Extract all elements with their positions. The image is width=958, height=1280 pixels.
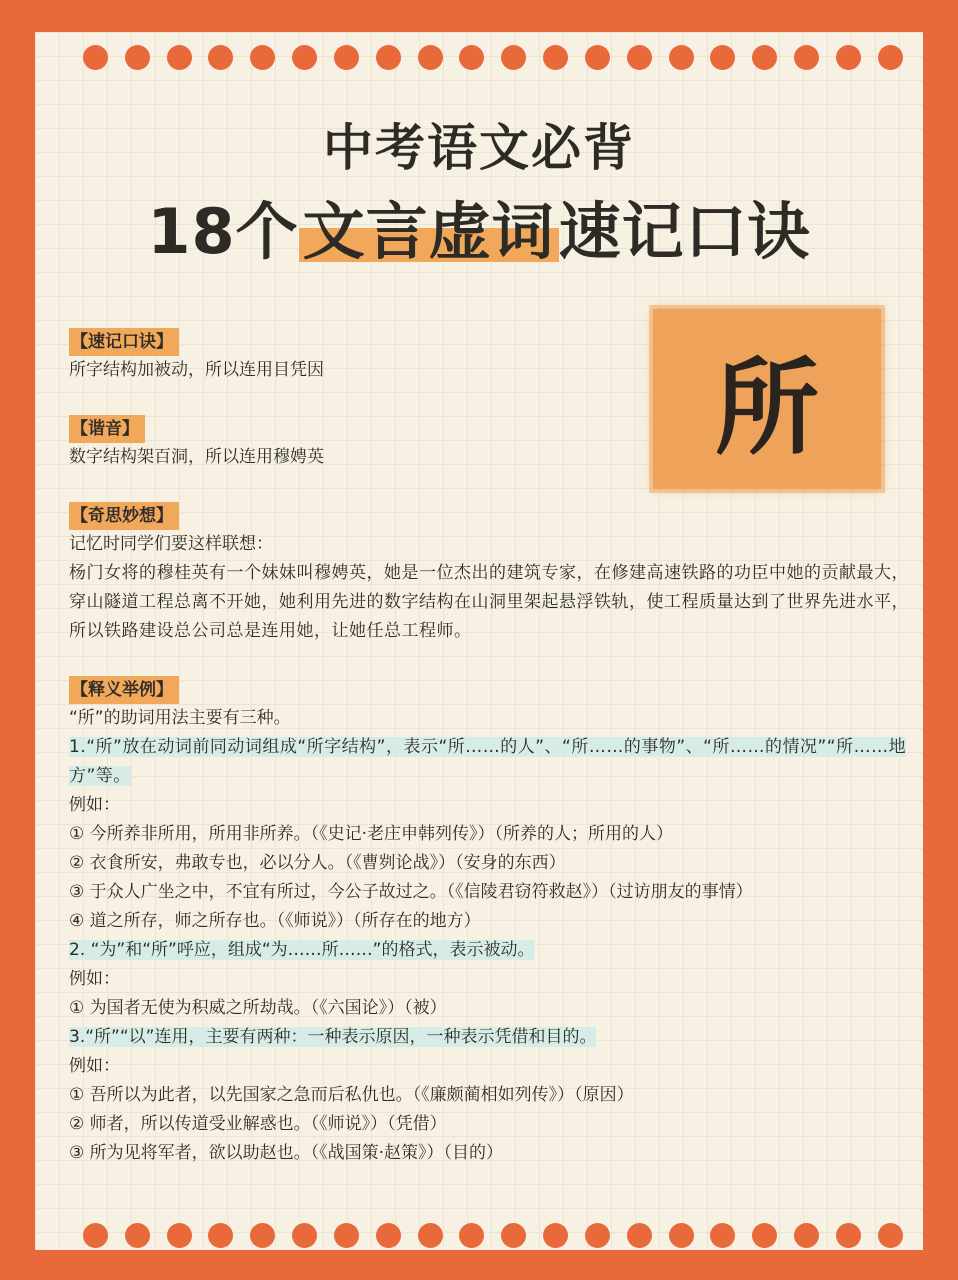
title-highlight: 文言虚词 bbox=[299, 195, 559, 268]
hole-icon bbox=[794, 1223, 819, 1248]
hole-icon bbox=[543, 45, 568, 70]
hole-icon bbox=[208, 1223, 233, 1248]
list-item: ④ 道之所存，师之所存也。（《师说》）（所存在的地方） bbox=[69, 911, 481, 931]
notebook-paper bbox=[35, 32, 923, 1250]
hole-icon bbox=[669, 45, 694, 70]
hole-icon bbox=[710, 45, 735, 70]
binder-holes-top bbox=[83, 45, 903, 71]
content-body bbox=[69, 328, 909, 1168]
section-tag-homophone: 【谐音】 bbox=[69, 415, 145, 443]
hole-icon bbox=[376, 1223, 401, 1248]
hole-icon bbox=[501, 1223, 526, 1248]
usage-2 bbox=[69, 936, 909, 965]
imagination-intro: 记忆时同学们要这样联想： bbox=[69, 534, 273, 554]
hole-icon bbox=[125, 1223, 150, 1248]
hole-icon bbox=[878, 45, 903, 70]
hole-icon bbox=[418, 45, 443, 70]
hole-icon bbox=[627, 1223, 652, 1248]
section-tag-examples: 【释义举例】 bbox=[69, 676, 179, 704]
hole-icon bbox=[878, 1223, 903, 1248]
hole-icon bbox=[627, 45, 652, 70]
hole-icon bbox=[836, 1223, 861, 1248]
hole-icon bbox=[167, 45, 192, 70]
usage-3 bbox=[69, 1023, 909, 1052]
hole-icon bbox=[334, 1223, 359, 1248]
title-prefix: 18个 bbox=[147, 195, 299, 268]
list-item: ② 衣食所安，弗敢专也，必以分人。（《曹刿论战》）（安身的东西） bbox=[69, 853, 566, 873]
hole-icon bbox=[585, 45, 610, 70]
hole-icon bbox=[501, 45, 526, 70]
list-item: ① 为国者无使为积威之所劫哉。（《六国论》）（被） bbox=[69, 998, 447, 1018]
hole-icon bbox=[83, 1223, 108, 1248]
hole-icon bbox=[543, 1223, 568, 1248]
feature-character: 所 bbox=[714, 346, 819, 469]
usage-1-text: 1.“所”放在动词前同动词组成“所字结构”，表示“所……的人”、“所……的事物”、“所……的情况”“所……地方”等。 bbox=[69, 737, 907, 786]
title-suffix: 速记口诀 bbox=[558, 195, 811, 268]
binder-holes-bottom bbox=[83, 1223, 903, 1249]
hole-icon bbox=[752, 45, 777, 70]
examples-intro: “所”的助词用法主要有三种。 bbox=[69, 708, 291, 728]
page-title-line2 bbox=[35, 182, 923, 271]
hole-icon bbox=[292, 45, 317, 70]
list-item: ③ 于众人广坐之中，不宜有所过，今公子故过之。（《信陵君窃符救赵》）（过访朋友的事情） bbox=[69, 882, 753, 902]
hole-icon bbox=[752, 1223, 777, 1248]
list-item: ② 师者，所以传道受业解惑也。（《师说》）（凭借） bbox=[69, 1114, 447, 1134]
usage-3-text: 3.“所”“以”连用，主要有两种：一种表示原因，一种表示凭借和目的。 bbox=[69, 1027, 597, 1047]
imagination-paragraph: 杨门女将的穆桂英有一个妹妹叫穆娉英，她是一位杰出的建筑专家，在修建高速铁路的功臣中她的贡献最大，穿山隧道工程总离不开她，她利用先进的数字结构在山洞里架起悬浮铁轨，使工程质量达到了世界先进水平，所以铁路建设总公司总是连用她，让她任总工程师。 bbox=[69, 563, 909, 641]
homophone-text: 数字结构架百洞，所以连用穆娉英 bbox=[69, 447, 324, 467]
list-item: ① 吾所以为此者，以先国家之急而后私仇也。（《廉颇蔺相如列传》）（原因） bbox=[69, 1085, 634, 1105]
hole-icon bbox=[334, 45, 359, 70]
hole-icon bbox=[292, 1223, 317, 1248]
hole-icon bbox=[250, 1223, 275, 1248]
usage-1 bbox=[69, 733, 909, 791]
hole-icon bbox=[459, 45, 484, 70]
hole-icon bbox=[208, 45, 233, 70]
eg-label: 例如： bbox=[69, 795, 120, 815]
eg-label: 例如： bbox=[69, 969, 120, 989]
list-item: ③ 所为见将军者，欲以助赵也。（《战国策·赵策》）（目的） bbox=[69, 1143, 504, 1163]
hole-icon bbox=[459, 1223, 484, 1248]
section-tag-mnemonic: 【速记口诀】 bbox=[69, 328, 179, 356]
hole-icon bbox=[585, 1223, 610, 1248]
hole-icon bbox=[669, 1223, 694, 1248]
hole-icon bbox=[794, 45, 819, 70]
hole-icon bbox=[167, 1223, 192, 1248]
mnemonic-text: 所字结构加被动，所以连用目凭因 bbox=[69, 360, 324, 380]
hole-icon bbox=[710, 1223, 735, 1248]
hole-icon bbox=[83, 45, 108, 70]
hole-icon bbox=[418, 1223, 443, 1248]
hole-icon bbox=[836, 45, 861, 70]
hole-icon bbox=[376, 45, 401, 70]
list-item: ① 今所养非所用，所用非所养。（《史记·老庄申韩列传》）（所养的人；所用的人） bbox=[69, 824, 674, 844]
hole-icon bbox=[125, 45, 150, 70]
usage-2-text: 2. “为”和“所”呼应，组成“为……所……”的格式，表示被动。 bbox=[69, 940, 535, 960]
section-tag-imagination: 【奇思妙想】 bbox=[69, 502, 179, 530]
page-title-line1: 中考语文必背 bbox=[323, 119, 635, 177]
eg-label: 例如： bbox=[69, 1056, 120, 1076]
hole-icon bbox=[250, 45, 275, 70]
